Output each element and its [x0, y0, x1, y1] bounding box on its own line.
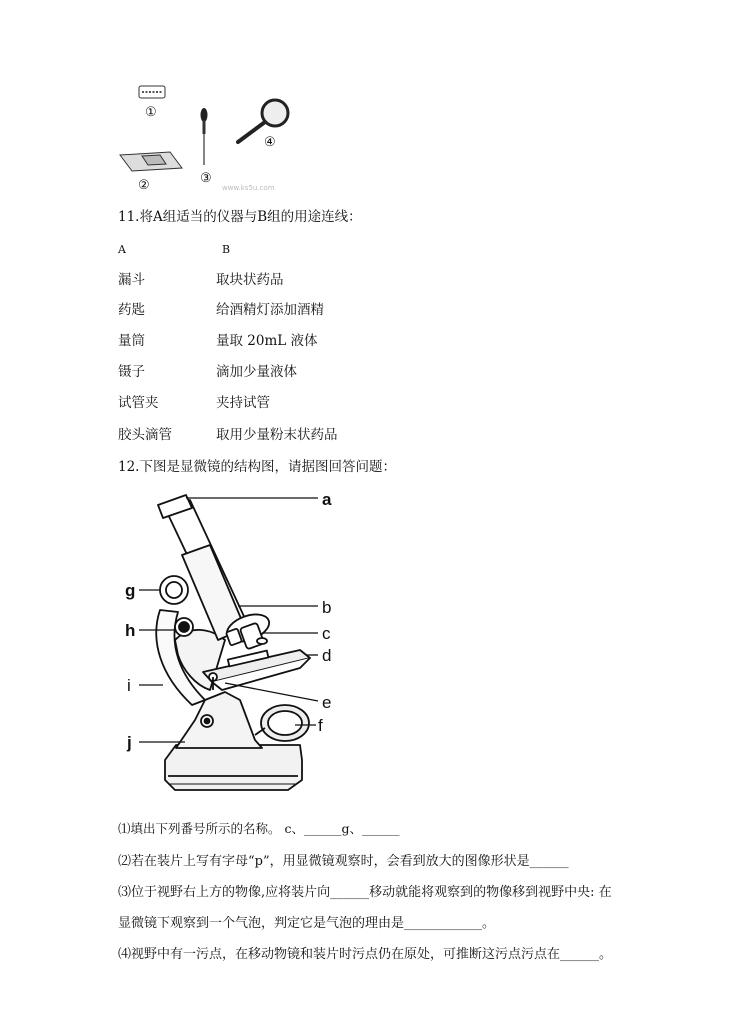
watermark: www.ks5u.com [222, 184, 275, 192]
item-b-1: 取块状药品 [216, 272, 284, 288]
q11-title: 11.将A组适当的仪器与B组的用途连线： [118, 209, 362, 225]
item-a-4: 镊子 [118, 364, 145, 380]
tool-label-3: ③ [200, 171, 212, 186]
label-e: e [322, 693, 332, 712]
item-a-1: 漏斗 [118, 272, 145, 288]
label-d: d [322, 646, 332, 665]
label-b: b [322, 598, 332, 617]
item-b-3: 量取 20mL 液体 [216, 333, 318, 349]
q12-sub2: ⑵若在装片上写有字母“p”，用显微镜观察时，会看到放大的图像形状是______ [118, 854, 569, 869]
q12-sub3-line2: 显微镜下观察到一个气泡，判定它是气泡的理由是____________。 [118, 916, 496, 931]
item-a-6: 胶头滴管 [118, 427, 172, 443]
item-a-5: 试管夹 [118, 395, 159, 411]
razor-blade-icon [139, 86, 165, 98]
item-a-3: 量筒 [118, 333, 145, 349]
tool-label-1: ① [145, 105, 157, 120]
magnifier-icon [238, 100, 288, 142]
item-b-6: 取用少量粉末状药品 [216, 427, 338, 443]
q12-sub3-line1: ⑶位于视野右上方的物像,应将装片向______移动就能将观察到的物像移到视野中央: 在 [118, 885, 612, 900]
q12-sub1: ⑴填出下列番号所示的名称。 c、______g、______ [118, 821, 400, 836]
column-b-header: B [222, 243, 231, 256]
tool-label-2: ② [138, 178, 150, 193]
column-a-header: A [118, 243, 126, 256]
label-h: h [125, 621, 136, 640]
label-i: i [127, 676, 131, 695]
glass-slide-icon [120, 152, 182, 171]
item-b-5: 夹持试管 [216, 395, 270, 411]
item-b-4: 滴加少量液体 [216, 364, 297, 380]
lab-tools-drawing [0, 0, 745, 200]
tool-label-4: ④ [264, 135, 276, 150]
label-a: a [322, 490, 332, 509]
label-g: g [125, 581, 136, 600]
label-f: f [318, 716, 323, 735]
q12-sub4: ⑷视野中有一污点，在移动物镜和装片时污点仍在原处，可推断这污点污点在______。 [118, 947, 613, 962]
q12-title: 12.下图是显微镜的结构图，请据图回答问题： [118, 459, 396, 475]
label-j: j [127, 733, 132, 752]
item-a-2: 药匙 [118, 302, 145, 318]
label-c: c [322, 624, 331, 643]
item-b-2: 给酒精灯添加酒精 [216, 302, 324, 318]
dropper-icon [201, 108, 208, 165]
